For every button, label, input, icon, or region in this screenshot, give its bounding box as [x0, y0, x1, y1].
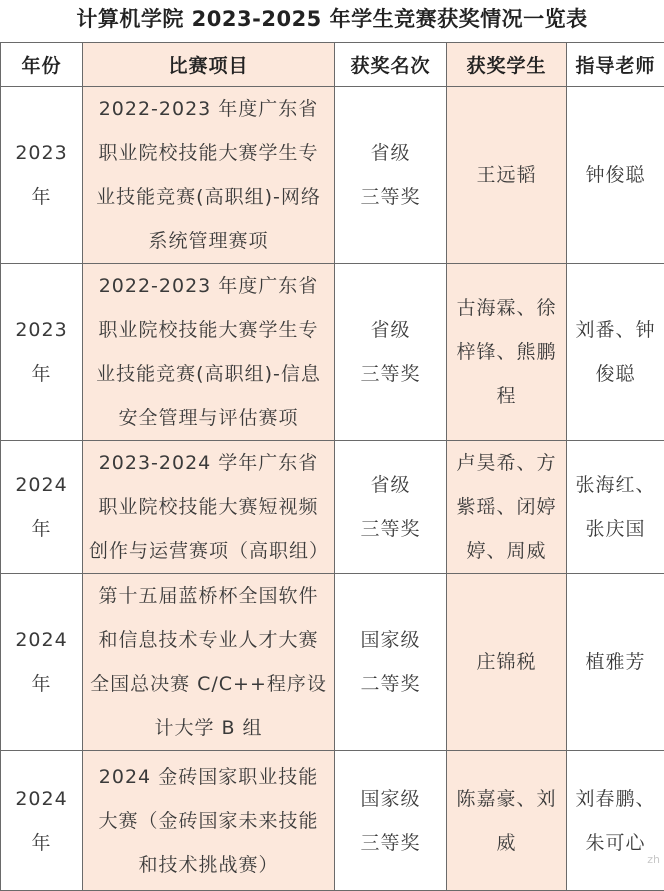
- cell-rank: 国家级 三等奖: [335, 751, 447, 891]
- cell-students: 古海霖、徐梓锋、熊鹏程: [447, 264, 567, 441]
- cell-rank: 省级 三等奖: [335, 264, 447, 441]
- cell-teachers: 植雅芳: [567, 574, 664, 751]
- cell-year: 2024 年: [1, 574, 83, 751]
- cell-teachers: 钟俊聪: [567, 87, 664, 264]
- cell-competition: 2023-2024 学年广东省职业院校技能大赛短视频创作与运营赛项（高职组）: [83, 441, 335, 574]
- cell-students: 庄锦税: [447, 574, 567, 751]
- page-title: 计算机学院 2023-2025 年学生竞赛获奖情况一览表: [0, 0, 664, 42]
- cell-competition: 2022-2023 年度广东省职业院校技能大赛学生专业技能竞赛(高职组)-信息安全管理与评估赛项: [83, 264, 335, 441]
- cell-competition: 2024 金砖国家职业技能大赛（金砖国家未来技能和技术挑战赛）: [83, 751, 335, 891]
- table-row: [1, 441, 664, 574]
- table-row: [1, 264, 664, 441]
- cell-year: 2024 年: [1, 441, 83, 574]
- header-competition: 比赛项目: [83, 43, 335, 87]
- cell-students: 王远韬: [447, 87, 567, 264]
- cell-competition: 第十五届蓝桥杯全国软件和信息技术专业人才大赛全国总决赛 C/C++程序设计大学 B 组: [83, 574, 335, 751]
- cell-rank: 省级 三等奖: [335, 441, 447, 574]
- table-row: [1, 751, 664, 891]
- cell-rank: 国家级 二等奖: [335, 574, 447, 751]
- cell-rank: 省级 三等奖: [335, 87, 447, 264]
- cell-year: 2023 年: [1, 264, 83, 441]
- cell-competition: 2022-2023 年度广东省职业院校技能大赛学生专业技能竞赛(高职组)-网络系统管理赛项: [83, 87, 335, 264]
- header-students: 获奖学生: [447, 43, 567, 87]
- cell-teachers: 刘番、钟俊聪: [567, 264, 664, 441]
- header-rank: 获奖名次: [335, 43, 447, 87]
- table-header-row: [1, 43, 664, 87]
- cell-students: 卢昊希、方紫瑶、闭婷婷、周威: [447, 441, 567, 574]
- cell-teachers: 张海红、张庆国: [567, 441, 664, 574]
- cell-year: 2023 年: [1, 87, 83, 264]
- watermark: zh: [647, 853, 660, 866]
- table-row: [1, 87, 664, 264]
- table-row: [1, 574, 664, 751]
- cell-teachers: 刘春鹏、朱可心: [567, 751, 664, 891]
- header-teachers: 指导老师: [567, 43, 664, 87]
- header-year: 年份: [1, 43, 83, 87]
- cell-year: 2024 年: [1, 751, 83, 891]
- cell-students: 陈嘉豪、刘威: [447, 751, 567, 891]
- awards-table: [0, 42, 664, 891]
